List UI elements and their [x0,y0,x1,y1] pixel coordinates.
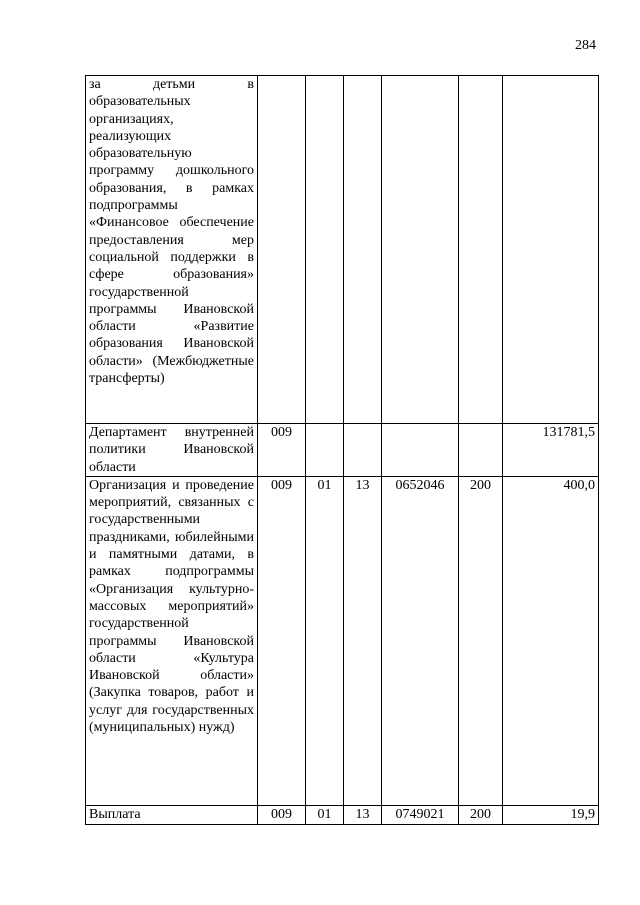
ministry-code-cell: 009 [258,805,306,824]
row-name-cell: за детьми в образовательных организациях, реализующих образовательную программу дошкольного образования, в рамках подпрограммы «Финансовое обеспечение предоставления мер социальной поддержки в сфере образования» государственной программы Ивановской области «Развитие образования Ивановской области» (Межбюджетные трансферты) [86,76,258,424]
amount-cell: 19,9 [503,805,599,824]
expense-type-cell [459,424,503,477]
table-row [86,805,599,824]
section-code-cell [306,76,344,424]
subsection-code-cell: 13 [344,805,382,824]
table-row [86,76,599,424]
expense-type-cell: 200 [459,476,503,805]
ministry-code-cell [258,76,306,424]
page-number: 284 [575,38,596,53]
target-article-cell: 0749021 [382,805,459,824]
subsection-code-cell: 13 [344,476,382,805]
expense-type-cell: 200 [459,805,503,824]
ministry-code-cell: 009 [258,424,306,477]
amount-cell: 131781,5 [503,424,599,477]
target-article-cell: 0652046 [382,476,459,805]
row-name-cell: Организация и проведение мероприятий, связанных с государственными праздниками, юбилейными и памятными датами, в рамках подпрограммы «Организация культурно-массовых мероприятий» государственной программы Ивановской области «Культура Ивановской области» (Закупка товаров, работ и услуг для государственных (муниципальных) нужд) [86,476,258,805]
target-article-cell [382,424,459,477]
table-row [86,476,599,805]
amount-cell [503,76,599,424]
ministry-code-cell: 009 [258,476,306,805]
row-name-cell: Выплата [86,805,258,824]
amount-cell: 400,0 [503,476,599,805]
budget-table [85,75,599,825]
subsection-code-cell [344,76,382,424]
row-name-cell: Департамент внутренней политики Ивановской области [86,424,258,477]
table-row [86,424,599,477]
section-code-cell [306,424,344,477]
target-article-cell [382,76,459,424]
subsection-code-cell [344,424,382,477]
section-code-cell: 01 [306,805,344,824]
expense-type-cell [459,76,503,424]
section-code-cell: 01 [306,476,344,805]
